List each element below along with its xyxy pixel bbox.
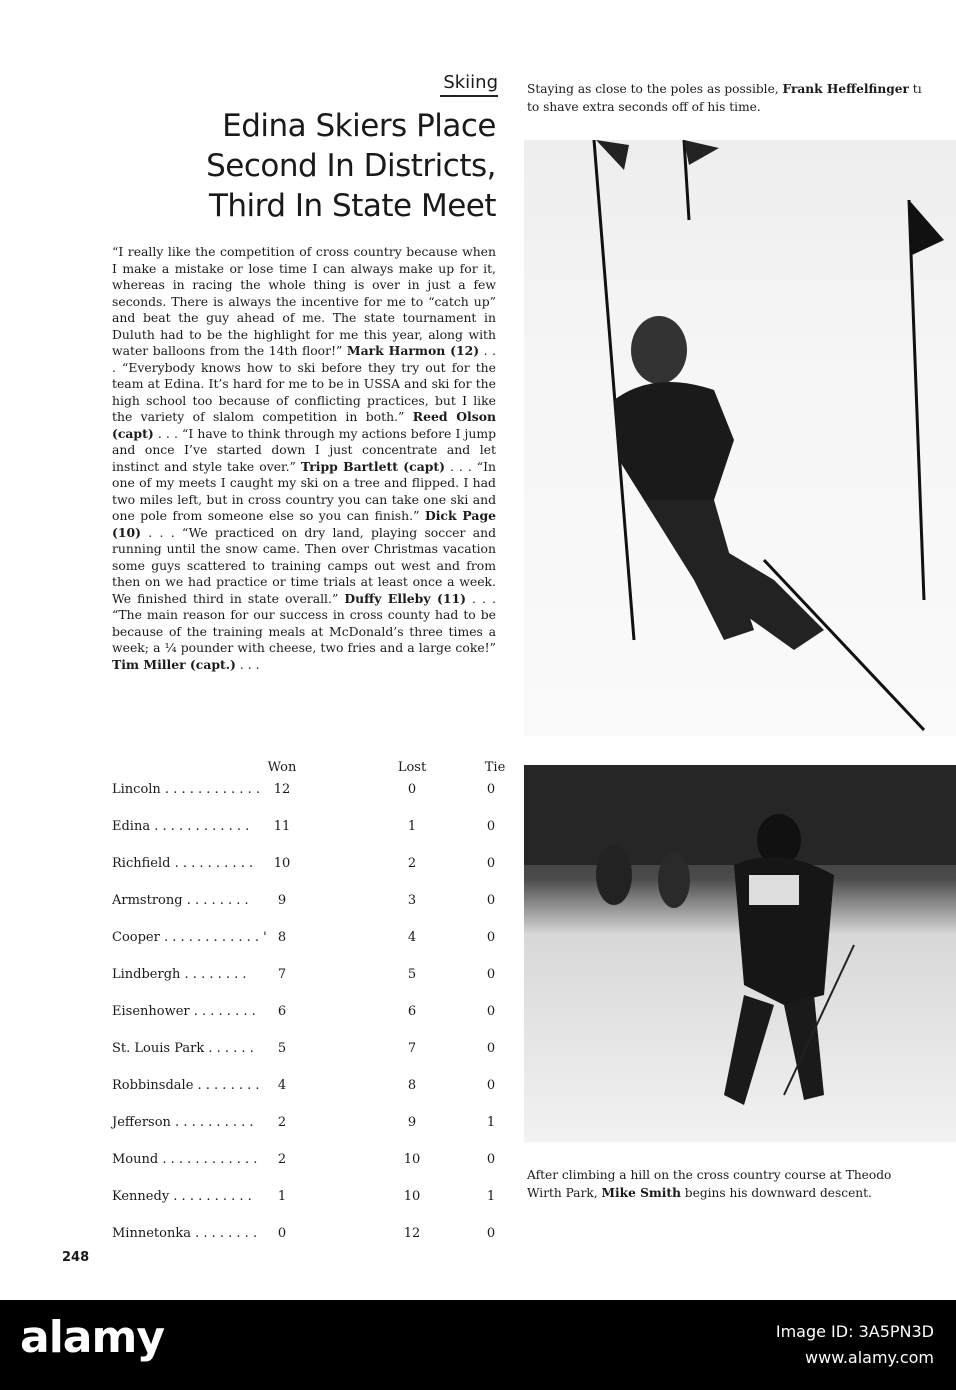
table-row [112,1078,522,1115]
team-name: Kennedy . . . . . . . . . . [112,1189,252,1204]
quoted-name: Mark Harmon (12) [346,343,480,358]
tie-cell: 1 [486,1115,496,1130]
tie-cell: 0 [486,1078,496,1093]
tie-cell: 0 [486,856,496,871]
won-cell: 8 [277,930,287,945]
lost-cell: 0 [407,782,417,797]
lost-cell: 8 [407,1078,417,1093]
team-name: Armstrong . . . . . . . . [112,893,249,908]
caption-text: Staying as close to the poles as possible, [527,82,783,96]
won-cell: 4 [277,1078,287,1093]
table-row [112,930,522,967]
team-name: Minnetonka . . . . . . . . [112,1226,258,1241]
tie-cell: 0 [486,893,496,908]
quote-text: . . . “I have to think through my actions before I jump and once I’ve started down I just concentrate and let instinct and style take over.” [112,425,496,474]
lost-cell: 12 [403,1226,421,1241]
won-cell: 5 [277,1041,287,1056]
tie-cell: 0 [486,1041,496,1056]
won-cell: 11 [273,819,291,834]
quote-text: . . . “Everybody knows how to ski before they try out for the team at Edina. It’s hard for me to be in USSA and ski for the high school too because of conflicting practices, but I like the variety of slalom competition in both.” [112,343,496,424]
cross-country-skier-photo [524,765,956,1142]
quote-text: . . . [235,656,260,672]
title-line: Third In State Meet [208,188,496,224]
caption-text: tı [908,82,922,96]
lost-cell: 9 [407,1115,417,1130]
page-number: 248 [62,1250,90,1265]
quoted-name: Reed Olson (capt) [112,409,496,441]
table-header [112,760,522,782]
won-cell: 7 [277,967,287,982]
lost-cell: 6 [407,1004,417,1019]
team-name: Mound . . . . . . . . . . . . [112,1152,258,1167]
caption-name: Frank Heffelfinger [782,82,909,96]
caption-text: begins his downward descent. [680,1186,872,1200]
table-row [112,782,522,819]
quoted-name: Duffy Elleby (11) [344,590,466,606]
image-id: Image ID: 3A5PN3D [775,1322,934,1341]
title-line: Second In Districts, [206,148,496,184]
team-name: Eisenhower . . . . . . . . [112,1004,256,1019]
won-cell: 1 [277,1189,287,1204]
caption-name: Mike Smith [601,1186,681,1200]
title-line: Edina Skiers Place [222,108,496,144]
quote-text: . . . “We practiced on dry land, playing soccer and running until the snow came. Then over Christmas vacation some guys scattered to training camps out west and from then on we had practice or time trials at least once a week. We finished third in state overall.” [112,524,496,606]
caption-text: Wirth Park, [527,1186,602,1200]
photo-caption-top [527,80,956,116]
watermark-footer [0,1300,956,1390]
table-row [112,893,522,930]
article-body [112,244,496,673]
team-name: Robbinsdale . . . . . . . . [112,1078,260,1093]
quote-text: . . . “In one of my meets I caught my ski on a tree and flipped. I had two miles left, but in cross country you can take one ski and one pole from someone else so you can finish.” [112,458,497,523]
table-row [112,1189,522,1226]
table-row [112,819,522,856]
table-row [112,1041,522,1078]
tie-cell: 0 [486,967,496,982]
tie-cell: 0 [486,819,496,834]
header-lost: Lost [397,760,427,775]
table-row [112,1004,522,1041]
lost-cell: 4 [407,930,417,945]
table-row [112,1115,522,1152]
alamy-logo: alamy [20,1312,164,1363]
table-row [112,856,522,893]
tie-cell: 0 [486,782,496,797]
table-row [112,1152,522,1189]
team-name: St. Louis Park . . . . . . [112,1041,254,1056]
lost-cell: 2 [407,856,417,871]
section-label: Skiing [440,72,498,97]
won-cell: 0 [277,1226,287,1241]
caption-text: to shave extra seconds off of his time. [527,100,761,114]
won-cell: 10 [273,856,291,871]
table-row [112,1226,522,1263]
won-cell: 2 [277,1152,287,1167]
quote-text: “I really like the competition of cross country because when I make a mistake or lose time I can always make up for it, whereas in racing the whole thing is over in just a few seconds. There is always the incentive for me to “catch up” and beat the guy ahead of me. The state tournament in Duluth had to be the highlight for me this year, along with water balloons from the 14th floor!” [112,244,496,358]
team-name: Richfield . . . . . . . . . . [112,856,254,871]
table-row [112,967,522,1004]
tie-cell: 0 [486,1226,496,1241]
lost-cell: 3 [407,893,417,908]
lost-cell: 1 [407,819,417,834]
quote-text: . . . “The main reason for our success in cross county had to be because of the training meals at McDonald’s three times a week; a ¼ pounder with cheese, two fries and a large coke!” [112,590,496,655]
tie-cell: 0 [486,1152,496,1167]
header-tie: Tie [484,760,506,775]
team-name: Lincoln . . . . . . . . . . . . [112,782,260,797]
won-cell: 12 [273,782,291,797]
won-cell: 6 [277,1004,287,1019]
page-title [130,106,496,226]
won-cell: 2 [277,1115,287,1130]
tie-cell: 0 [486,1004,496,1019]
team-name: Edina . . . . . . . . . . . . [112,819,250,834]
slalom-skier-photo [524,140,956,736]
header-won: Won [267,760,297,775]
team-name: Lindbergh . . . . . . . . [112,967,247,982]
lost-cell: 7 [407,1041,417,1056]
tie-cell: 1 [486,1189,496,1204]
quoted-name: Tim Miller (capt.) [112,656,236,672]
tie-cell: 0 [486,930,496,945]
site-link[interactable]: www.alamy.com [805,1348,934,1367]
won-cell: 9 [277,893,287,908]
standings-table [112,760,522,1263]
team-name: Cooper . . . . . . . . . . . . ' [112,930,267,945]
lost-cell: 5 [407,967,417,982]
lost-cell: 10 [403,1189,421,1204]
lost-cell: 10 [403,1152,421,1167]
quoted-name: Dick Page (10) [112,508,496,540]
photo-caption-bottom [527,1166,956,1202]
quoted-name: Tripp Bartlett (capt) [300,458,445,474]
caption-text: After climbing a hill on the cross country course at Theodo [527,1168,892,1182]
team-name: Jefferson . . . . . . . . . . [112,1115,254,1130]
